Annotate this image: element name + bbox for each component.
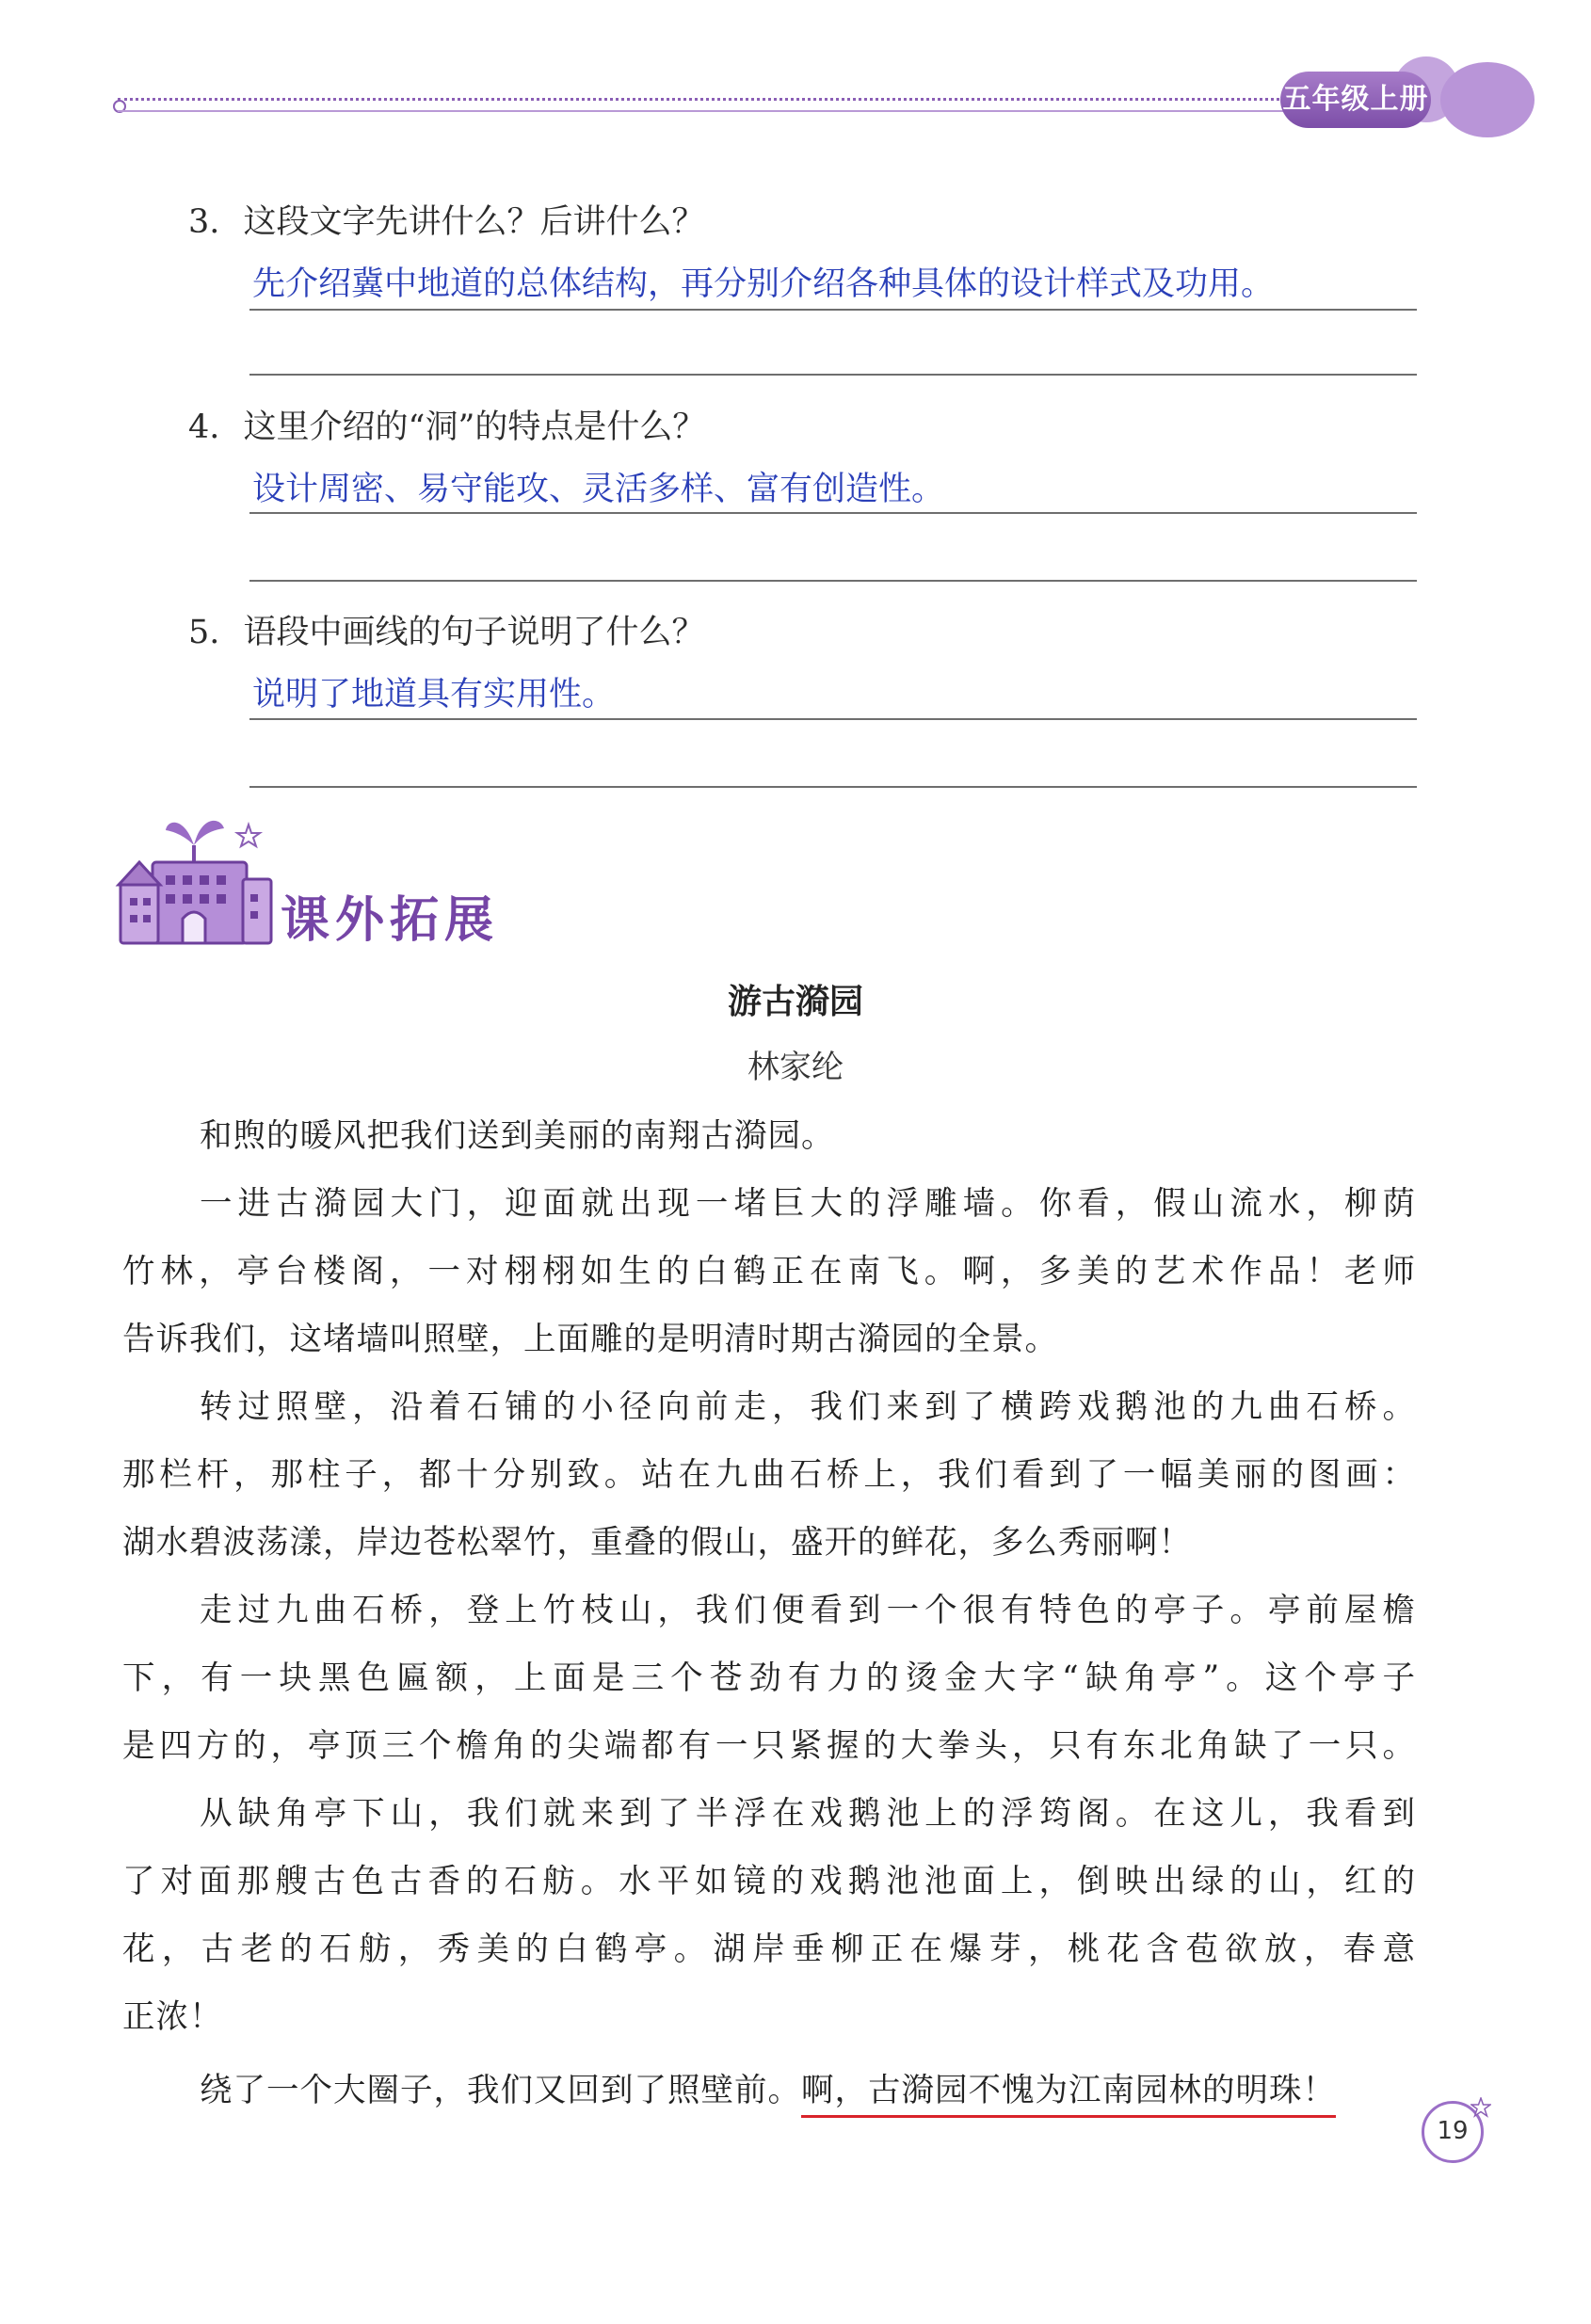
- section-title: 课外拓展: [281, 892, 500, 949]
- question-5: [188, 606, 705, 653]
- question-text: 这段文字先讲什么？后讲什么？: [243, 203, 705, 241]
- answer-line: [249, 374, 1417, 376]
- header-bubble: [1440, 62, 1535, 137]
- article-line: 了对面那艘古色古香的石舫。水平如镜的戏鹅池池面上，倒映出绿的山，红的: [122, 1863, 1416, 1900]
- article-line: 花，古老的石舫，秀美的白鹤亭。湖岸垂柳正在爆芽，桃花含苞欲放，春意: [122, 1931, 1416, 1968]
- star-icon: [1470, 2097, 1491, 2118]
- article-line: 下，有一块黑色匾额，上面是三个苍劲有力的烫金大字“缺角亭”。这个亭子: [122, 1659, 1416, 1697]
- question-number: 3.: [188, 203, 220, 241]
- answer-line: [249, 786, 1417, 788]
- question-number: 4.: [188, 409, 220, 446]
- underlined-sentence: 啊，古漪园不愧为江南园林的明珠！: [801, 2072, 1336, 2118]
- school-building-icon: [111, 808, 277, 949]
- article-line: 和煦的暖风把我们送到美丽的南翔古漪园。: [200, 1117, 835, 1155]
- article-line: 一进古漪园大门，迎面就出现一堵巨大的浮雕墙。你看，假山流水，柳荫: [200, 1185, 1416, 1223]
- article-line: 正浓！: [122, 1998, 223, 2036]
- question-number: 5.: [188, 614, 220, 651]
- article-line: 湖水碧波荡漾，岸边苍松翠竹，重叠的假山，盛开的鲜花，多么秀丽啊！: [122, 1524, 1192, 1562]
- question-text: 这里介绍的“洞”的特点是什么？: [243, 409, 706, 446]
- article-line: 走过九曲石桥，登上竹枝山，我们便看到一个很有特色的亭子。亭前屋檐: [200, 1592, 1416, 1629]
- article-line: 竹林，亭台楼阁，一对栩栩如生的白鹤正在南飞。啊，多美的艺术作品！老师: [122, 1253, 1416, 1290]
- article-line: 那栏杆，那柱子，都十分别致。站在九曲石桥上，我们看到了一幅美丽的图画：: [122, 1456, 1416, 1494]
- answer-line: [249, 512, 1417, 514]
- question-3: [188, 196, 705, 243]
- answer-4: 设计周密、易守能攻、灵活多样、富有创造性。: [252, 471, 945, 508]
- answer-line: [249, 718, 1417, 720]
- article-last-line: [200, 2063, 1493, 2110]
- article-line: 告诉我们，这堵墙叫照壁，上面雕的是明清时期古漪园的全景。: [122, 1321, 1058, 1358]
- answer-5: 说明了地道具有实用性。: [252, 676, 616, 713]
- answer-line: [249, 580, 1417, 582]
- header-divider: [118, 98, 1285, 112]
- article-line: 是四方的，亭顶三个檐角的尖端都有一只紧握的大拳头，只有东北角缺了一只。: [122, 1727, 1416, 1765]
- answer-3: 先介绍冀中地道的总体结构，再分别介绍各种具体的设计样式及功用。: [252, 265, 1275, 303]
- last-line-prefix: 绕了一个大圈子，我们又回到了照壁前。: [200, 2072, 801, 2109]
- article-line: 从缺角亭下山，我们就来到了半浮在戏鹅池上的浮筠阁。在这儿，我看到: [200, 1795, 1416, 1833]
- page-number: 19: [1422, 2101, 1484, 2163]
- question-text: 语段中画线的句子说明了什么？: [243, 614, 705, 651]
- question-4: [188, 401, 705, 448]
- grade-badge: 五年级上册: [1280, 72, 1431, 128]
- article-line: 转过照壁，沿着石铺的小径向前走，我们来到了横跨戏鹅池的九曲石桥。: [200, 1388, 1416, 1426]
- article-title: 游古漪园: [727, 983, 863, 1021]
- article-author: 林家纶: [747, 1049, 844, 1086]
- answer-line: [249, 309, 1417, 311]
